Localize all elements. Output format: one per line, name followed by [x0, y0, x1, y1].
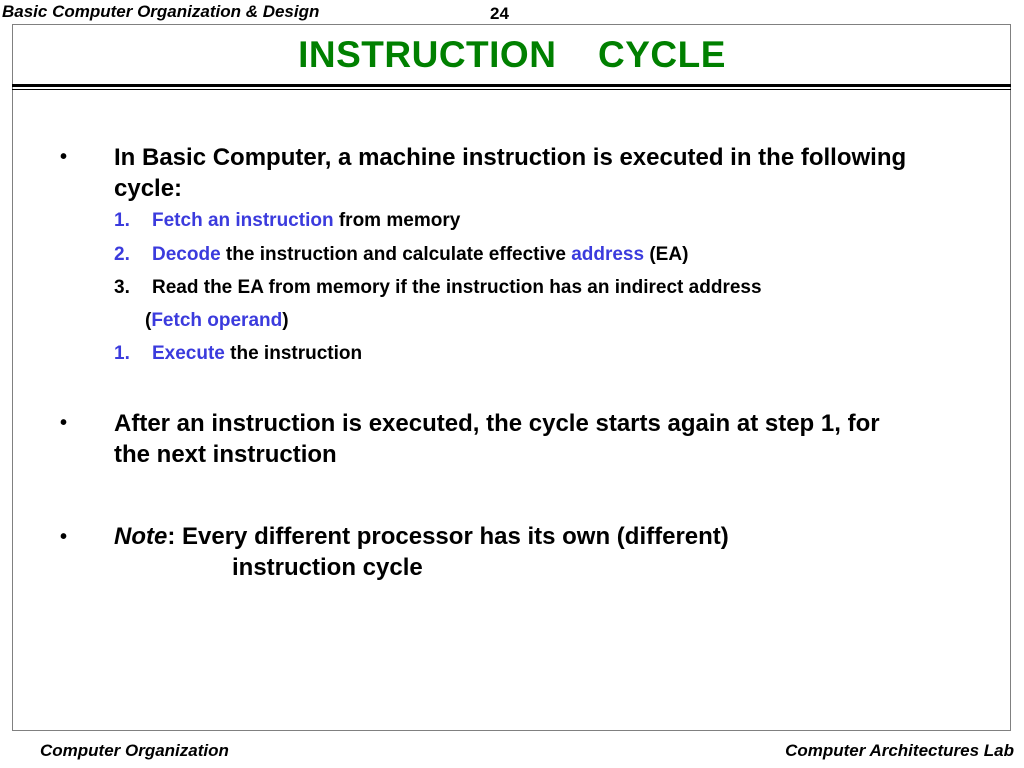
- step-2-rest: (EA): [644, 244, 689, 265]
- bullet-3-line-1: [114, 521, 964, 552]
- slide-number: 24: [490, 4, 509, 23]
- step-4-rest: the instruction: [224, 343, 363, 364]
- step-2: [114, 244, 688, 266]
- bullet-1-text: In Basic Computer, a machine instruction is executed in the following cycle:: [114, 144, 907, 202]
- step-1-highlight: Fetch an instruction: [152, 210, 334, 231]
- course-header: Basic Computer Organization & Design: [2, 2, 320, 21]
- step-3-highlight: Fetch operand: [151, 310, 283, 331]
- bullet-3-line-2: instruction cycle: [232, 554, 423, 581]
- step-3-text: Read the EA from memory if the instruction has an indirect address: [152, 277, 762, 298]
- title-rule-thick: [12, 84, 1011, 87]
- step-1: [114, 210, 460, 232]
- step-3: [114, 277, 762, 299]
- note-label: Note: [114, 523, 168, 550]
- step-3-number: 3.: [114, 277, 130, 298]
- note-text: : Every different processor has its own (different): [167, 523, 729, 550]
- step-4: [114, 343, 362, 365]
- step-2-highlight-2: address: [571, 244, 645, 265]
- bullet-2-text: After an instruction is executed, the cycle starts again at step 1, for the next instruction: [114, 410, 880, 468]
- step-3-close-paren: ): [282, 310, 289, 331]
- step-2-middle: the instruction and calculate effective: [220, 244, 572, 265]
- step-1-rest: from memory: [333, 210, 461, 231]
- step-3-open-paren: (: [145, 310, 152, 331]
- step-3-continuation: [145, 310, 289, 332]
- step-4-number: 1.: [114, 343, 130, 364]
- footer-left: Computer Organization: [40, 741, 229, 760]
- step-4-highlight: Execute: [152, 343, 225, 364]
- bullet-marker: •: [60, 146, 68, 168]
- bullet-marker: •: [60, 526, 68, 548]
- step-1-number: 1.: [114, 210, 130, 231]
- step-2-highlight: Decode: [152, 244, 221, 265]
- slide-title: INSTRUCTION CYCLE: [298, 34, 726, 75]
- bullet-marker: •: [60, 412, 68, 434]
- slide-frame: [12, 24, 1011, 731]
- title-rule-thin: [12, 89, 1011, 90]
- footer-right: Computer Architectures Lab: [785, 741, 1014, 760]
- step-2-number: 2.: [114, 244, 130, 265]
